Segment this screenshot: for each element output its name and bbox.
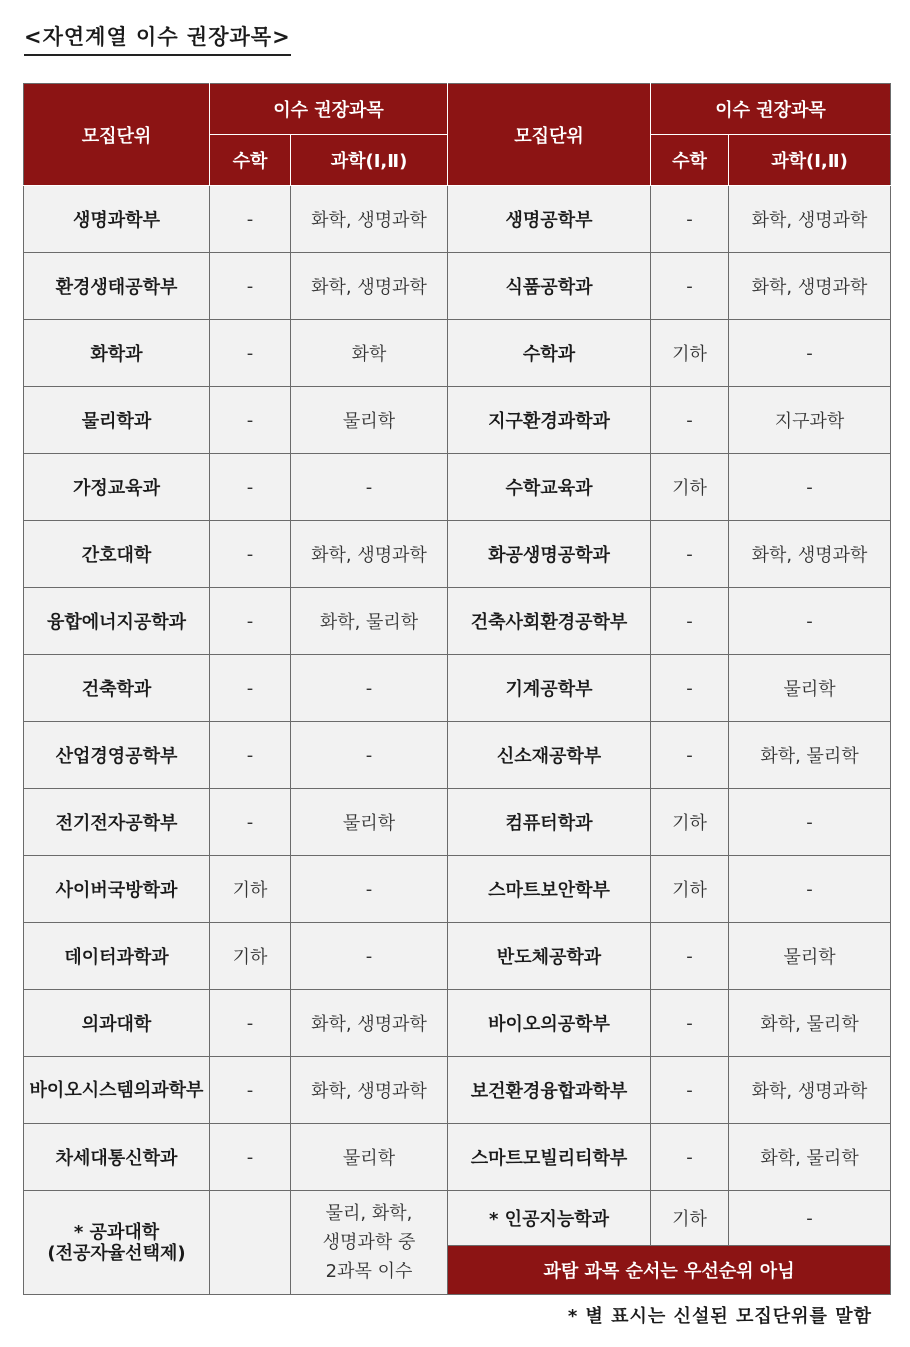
header-unit-right: 모집단위 [448,84,651,186]
science-cell: 화학, 생명과학 [729,1057,891,1124]
unit-name-cell: 수학과 [448,320,651,387]
unit-name-cell: 차세대통신학과 [24,1124,210,1191]
math-cell: - [210,722,291,789]
unit-name-cell: 화학과 [24,320,210,387]
math-cell: - [651,1124,729,1191]
unit-name-cell: 사이버국방학과 [24,856,210,923]
math-cell: - [651,655,729,722]
table-row [24,588,891,655]
science-cell: 화학, 생명과학 [291,990,448,1057]
math-cell: - [210,789,291,856]
header-math-right: 수학 [651,135,729,186]
science-cell: 화학, 물리학 [729,722,891,789]
science-cell: 물리학 [291,789,448,856]
table-row [24,923,891,990]
science-cell: 화학, 물리학 [729,1124,891,1191]
table-row [24,990,891,1057]
table-row [24,320,891,387]
science-cell: 물리학 [729,923,891,990]
math-cell: - [651,1057,729,1124]
math-cell: - [210,320,291,387]
table-row [24,789,891,856]
math-cell: - [651,923,729,990]
unit-name-cell: 보건환경융합과학부 [448,1057,651,1124]
math-cell: - [651,588,729,655]
unit-name-cell: 건축사회환경공학부 [448,588,651,655]
unit-name-cell: 컴퓨터학과 [448,789,651,856]
unit-engineering-college-line1: * 공과대학 [73,1221,160,1243]
math-cell: 기하 [651,320,729,387]
unit-name-cell: 기계공학부 [448,655,651,722]
math-cell: - [651,387,729,454]
unit-name-cell: 가정교육과 [24,454,210,521]
header-science-right: 과학(Ⅰ,Ⅱ) [729,135,891,186]
science-cell: - [291,923,448,990]
science-cell: - [291,856,448,923]
science-cell: - [729,789,891,856]
unit-name-cell: 전기전자공학부 [24,789,210,856]
unit-name-cell: 식품공학과 [448,253,651,320]
math-cell: 기하 [210,923,291,990]
math-cell: - [210,990,291,1057]
science-cell: 화학, 물리학 [291,588,448,655]
math-cell: - [651,186,729,253]
unit-name-cell: 융합에너지공학과 [24,588,210,655]
science-cell: - [291,655,448,722]
science-cell: 화학, 생명과학 [291,253,448,320]
science-cell: 화학, 생명과학 [729,186,891,253]
science-cell: - [291,454,448,521]
table-row [24,521,891,588]
page-title: <자연계열 이수 권장과목> [24,22,291,56]
science-cell: 물리학 [291,1124,448,1191]
unit-name-cell: 바이오의공학부 [448,990,651,1057]
math-cell: - [210,1057,291,1124]
math-cell: - [651,990,729,1057]
science-cell: 화학 [291,320,448,387]
science-cell: 화학, 생명과학 [291,1057,448,1124]
math-cell: - [210,186,291,253]
math-ai-department: 기하 [651,1191,729,1246]
math-cell: - [210,1124,291,1191]
math-cell: - [651,722,729,789]
math-cell: 기하 [651,454,729,521]
unit-name-cell: 지구환경과학과 [448,387,651,454]
unit-name-cell: 반도체공학과 [448,923,651,990]
science-cell: 지구과학 [729,387,891,454]
science-cell: - [729,320,891,387]
math-cell: - [210,655,291,722]
science-cell: 화학, 생명과학 [291,521,448,588]
math-cell: - [210,387,291,454]
math-cell: - [651,253,729,320]
unit-name-cell: 스마트보안학부 [448,856,651,923]
table-row [24,387,891,454]
science-cell: 화학, 물리학 [729,990,891,1057]
unit-name-cell: 간호대학 [24,521,210,588]
unit-name-cell: 바이오시스템의과학부 [24,1057,210,1124]
unit-engineering-college-line2: (전공자율선택제) [47,1242,186,1264]
unit-name-cell: 생명공학부 [448,186,651,253]
unit-name-cell: 건축학과 [24,655,210,722]
table-row [24,1057,891,1124]
science-cell: - [729,856,891,923]
unit-name-cell: 환경생태공학부 [24,253,210,320]
science-cell: 물리학 [729,655,891,722]
science-cell: 화학, 생명과학 [729,253,891,320]
header-math-left: 수학 [210,135,291,186]
math-cell: - [210,253,291,320]
math-cell: 기하 [210,856,291,923]
math-cell: 기하 [651,789,729,856]
unit-engineering-college [24,1191,210,1295]
math-cell: - [210,588,291,655]
science-cell: 화학, 생명과학 [291,186,448,253]
science-cell: - [729,454,891,521]
science-cell: - [729,588,891,655]
table-row [24,454,891,521]
science-engineering-college-line3: 2과목 이수 [325,1261,413,1282]
unit-name-cell: 생명과학부 [24,186,210,253]
unit-name-cell: 수학교육과 [448,454,651,521]
science-cell: - [291,722,448,789]
table-row [24,253,891,320]
unit-name-cell: 신소재공학부 [448,722,651,789]
unit-name-cell: 산업경영공학부 [24,722,210,789]
math-cell: - [210,521,291,588]
science-cell: 물리학 [291,387,448,454]
math-cell: 기하 [651,856,729,923]
header-unit-left: 모집단위 [24,84,210,186]
priority-notice: 과탐 과목 순서는 우선순위 아님 [448,1246,891,1295]
math-engineering-college [210,1191,291,1295]
header-science-left: 과학(Ⅰ,Ⅱ) [291,135,448,186]
recommended-courses-table [23,83,891,1295]
unit-name-cell: 데이터과학과 [24,923,210,990]
header-recommended-left: 이수 권장과목 [210,84,448,135]
table-row [24,1124,891,1191]
table-row [24,722,891,789]
table-row-last-1 [24,1191,891,1246]
header-row-1 [24,84,891,135]
science-engineering-college-line2: 생명과학 중 [322,1232,416,1253]
unit-name-cell: 의과대학 [24,990,210,1057]
table-row [24,655,891,722]
math-cell: - [210,454,291,521]
unit-name-cell: 스마트모빌리티학부 [448,1124,651,1191]
science-cell: 화학, 생명과학 [729,521,891,588]
footnote: * 별 표시는 신설된 모집단위를 말함 [567,1306,872,1327]
unit-name-cell: 물리학과 [24,387,210,454]
science-engineering-college [291,1191,448,1295]
header-recommended-right: 이수 권장과목 [651,84,891,135]
math-cell: - [651,521,729,588]
unit-ai-department: * 인공지능학과 [448,1191,651,1246]
unit-name-cell: 화공생명공학과 [448,521,651,588]
science-engineering-college-line1: 물리, 화학, [325,1203,413,1224]
table-row [24,186,891,253]
science-ai-department: - [729,1191,891,1246]
table-row [24,856,891,923]
